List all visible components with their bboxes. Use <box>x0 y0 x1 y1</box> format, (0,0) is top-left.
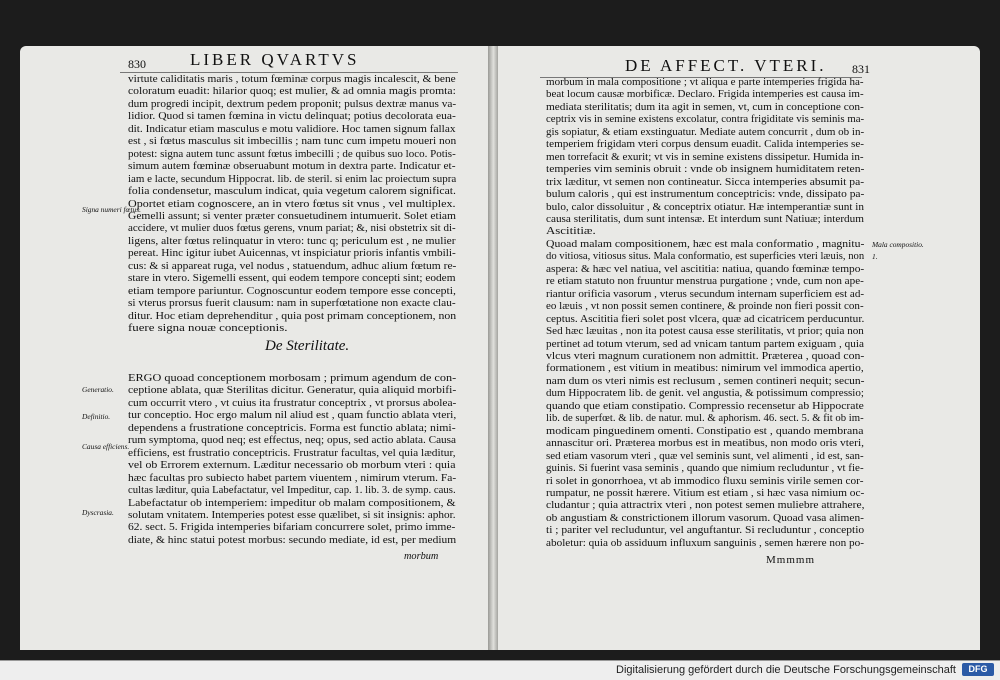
footer-credit: Digitalisierung gefördert durch die Deutsche Forschungsgemeinschaft <box>616 664 956 676</box>
text-line: men torrefacit & exurit; vt vis in semine existens dissipetur. Humida in- <box>546 151 864 163</box>
text-line: Labefactatur ob intemperiem: impeditur ob malam compositionem, & <box>128 497 456 509</box>
left-catchword: morbum <box>404 551 439 562</box>
text-line: ri solet in gonorrhoea, vt ab immodico fluxu seminis virile semen cor- <box>546 475 864 487</box>
text-line: etiam tempore pariuntur. Cognoscuntur eodem tempore esse concepti, <box>128 285 456 297</box>
text-line: morbum in mala compositione ; vt aliqua e parte intemperies frigida ha- <box>546 77 864 88</box>
text-line: temperies vim seminis obruit : vnde ob insignem humiditatem reten- <box>546 164 865 176</box>
dfg-logo: DFG <box>962 663 994 676</box>
text-line: ceptione ablata, quæ Sterilitas dicitur. Generatur, quia aliquid morbifi- <box>128 385 457 397</box>
text-line: Ascititiæ. <box>546 226 596 238</box>
text-line: ceptrix vis in semine existens excolatur, contra frigiditate vis seminis ma- <box>546 114 865 126</box>
left-page-number: 830 <box>128 57 146 71</box>
footer-bar <box>0 660 1000 680</box>
text-line: iam e lacte, secundum Hippocrat. lib. de steril. si enim lac proiectum supra <box>128 173 457 185</box>
text-line: virtute caliditatis maris , totum fœminæ corpus magis incalescit, & bene <box>128 74 456 85</box>
text-line: est , si fœtus masculus sit imbecillis ; nam tunc cum impetu moueri non <box>128 136 457 148</box>
text-line: formationem , est vitium in meatibus: nimirum vel immodica apertio, <box>546 363 864 375</box>
section-title: De Sterilitate. <box>265 338 350 354</box>
text-line: efficiens, est frustratio conceptricis. Frustratur facultas, vel quia læditur, <box>128 447 456 459</box>
text-line: dum Hippocratem lib. de genit. vel angustia, & potissimum compressio; <box>546 388 864 400</box>
text-line: ceptus. Ascititia fieri solet post vlcera, quæ ad cicatricem perducuntur. <box>546 313 865 325</box>
text-line: tur conceptio. Hoc ergo malum nil aliud est , quam functio ablata vteri, <box>128 410 457 422</box>
text-line: cultas læditur, quia Labefactatur, vel Impeditur, cap. 1. lib. 3. de symp. caus. <box>128 485 456 497</box>
margin-note: Mala compositio. <box>872 240 924 249</box>
text-line: lidior. Quod si tamen fœmina in victu delinquat; potius decolorata eua- <box>128 111 456 123</box>
text-line: Gemelli assunt; si venter præter consuetudinem intumuerit. Solet etiam <box>128 210 457 222</box>
right-page-number: 831 <box>852 62 870 76</box>
text-line: eo læuis , vt non possit semen continere, & proinde non fieri possit con- <box>546 301 864 313</box>
text-line: cum occurrit vtero , vt cuius ita frustratur conceptrix , vt prorsus abolea- <box>128 397 457 409</box>
text-line: do vitiosa, vitiosus situs. Mala conformatio, est superficies vteri læuis, non <box>546 251 865 263</box>
text-line: beat locum causæ morbificæ. Declaro. Frigida intemperies est causa im- <box>546 89 864 101</box>
text-line: Sed hæc læuitas , non ita potest causa esse sterilitatis, vt prior; quia non <box>546 326 864 338</box>
text-line: re etiam statuto non fruuntur menstrua purgatione ; vnde, cum non ape- <box>546 276 864 288</box>
text-line: ligens, alter fœtus relinquatur in vtero: tunc q; periculum est , ne mulier <box>128 235 456 247</box>
text-line: temperiem frigidam vteri corpus densum euadit. Calida intemperies se- <box>546 139 865 151</box>
text-line: mediata sterilitatis; dum ita agit in semen, vt, cum in conceptione con- <box>546 101 864 113</box>
text-line: stare in vtero. Sigemelli essent, qui eodem tempore concepti sint; eodem <box>128 273 456 285</box>
text-line: nam dum os vteri nimis est reclusum , semen contineri nequit; secun- <box>546 375 865 387</box>
text-line: rum symptoma, quod neq; est effectus, neq; opus, sed actio ablata. Causa <box>128 435 457 447</box>
text-line: Oportet etiam cognoscere, an in vtero fœtus sit vnus , vel multiplex. <box>128 198 456 210</box>
text-line: diate, & hinc statui potest morbus: secundo mediate, id est, per medium <box>128 534 457 546</box>
text-line: vel ob Errorem externum. Læditur necessario ob morbum vteri : quia <box>128 460 456 472</box>
text-line: ditur. Hoc etiam deprehenditur , quia post primam conceptionem, non <box>128 310 457 322</box>
text-line: aspera: & hæc vel natiua, vel ascititia: natiua, quando fœminæ tempo- <box>546 263 865 275</box>
text-line: si vterus prorsus fuerit clausum: nam in superfœtatione non exacte clau- <box>128 298 456 310</box>
text-line: dit. Indicatur etiam masculus e motu validiore. Hoc tamen signum fallax <box>128 123 456 135</box>
text-line: cludantur ; quia attractrix vteri , non potest semen muliebre attrahere, <box>546 500 865 512</box>
right-running-head: DE AFFECT. VTERI. <box>625 56 827 75</box>
text-line: ob angustiam & constrictionem illorum vasorum. Quoad vasa alimen- <box>546 512 864 524</box>
margin-note: Generatio. <box>82 385 114 394</box>
text-line: fuere signa nouæ conceptionis. <box>128 323 288 335</box>
right-signature: Mmmmm <box>766 554 816 566</box>
text-line: bulo, calor dissoluitur , & conceptrix otiatur. Hæ intemperantiæ sunt in <box>546 201 864 213</box>
margin-note: Definitio. <box>82 412 111 421</box>
left-running-head: LIBER QVARTVS <box>190 50 360 69</box>
text-line: annascitur ori. Præterea morbus est in meatibus, non modo oris vteri, <box>546 438 865 450</box>
text-line: Quoad malam compositionem, hæc est mala conformatio , magnitu- <box>546 238 865 250</box>
text-line: bulum caloris , qui est instrumentum conceptricis: vnde, dissipato pa- <box>546 189 865 201</box>
text-line: dum progredi incipit, dextrum pedem proponit; pulsus dextræ manus va- <box>128 98 457 110</box>
margin-note: Causa efficiens. <box>82 442 130 451</box>
left-text-block-bottom <box>128 373 457 547</box>
left-header-rule <box>120 72 458 73</box>
text-line: coloratum euadit: hilarior quoq; est mulier, & ad omnia magis promta: <box>128 86 456 98</box>
text-line: accidere, vt mulier duos fœtus gerens, vnum pariat; &, nisi obstetrix sit di- <box>128 223 456 235</box>
text-line: modicam pinguedinem omenti. Constipatio est , quando membrana <box>546 425 864 437</box>
text-line: aboletur: quia ob assiduum influxum sanguinis , semen hærere non po- <box>546 537 864 549</box>
text-line: cus: & si appareat ruga, vel nodus , statuendum, adhuc alium fœtum re- <box>128 260 457 272</box>
text-line: quando que etiam constipatio. Compressio recensetur ab Hippocrate <box>546 400 864 412</box>
margin-note: Signa numeri fœtus. <box>82 205 141 214</box>
text-line: sed etiam vasorum vteri , quæ vel seminis sunt, vel alimenti , id est, san- <box>546 450 864 462</box>
text-line: pertinet ad totum vterum, sed ad vnicam tantum partem exiguam , quia <box>546 338 864 350</box>
text-line: potest: signa autem tunc assunt fœtus imbecilli ; de quibus suo loco. Potis- <box>128 148 456 160</box>
text-line: gis sopiatur, & etiam exstinguatur. Mediate autem concurrit , dum ob in- <box>546 126 865 138</box>
text-line: vlcus vteri magnum curationem non admittit. Præterea , quoad con- <box>546 350 865 362</box>
text-line: causa sterilitatis, dum sunt intensæ. Et interdum sunt Natiuæ; interdum <box>546 213 864 225</box>
right-text-block <box>546 77 865 550</box>
text-line: ERGO quoad conceptionem morbosam ; primum agendum de con- <box>128 373 457 384</box>
text-line: trix læditur, vt semen non contineatur. Sicca intemperies absumit pa- <box>546 176 865 188</box>
text-line: rumpatur, ne possit hærere. Vitium est etiam , si hæc vasa nimium oc- <box>546 487 865 499</box>
text-line: simum autem fœminæ obseruabunt motum in dextra parte. Indicatur et- <box>128 161 456 173</box>
text-line: guinis. Si fuerint vasa seminis , quando que nimium recluduntur , vt fie- <box>546 463 864 475</box>
left-text-block-top <box>128 74 457 336</box>
text-line: riantur orificia vasorum , vterus secundum internam superficiem est ad- <box>546 288 865 300</box>
text-line: lib. de superfœt. & lib. de natur. mul. & aphorism. 46. sect. 5. & fit ob im- <box>546 413 864 425</box>
text-line: pereat. Hinc igitur iubet Auicennas, vt inspiciatur prioris infantis vmbili- <box>128 248 456 260</box>
text-line: ti ; pariter vel recluduntur, vel anguftantur. Si recluduntur , conceptio <box>546 525 865 537</box>
margin-note: Dyscrasia. <box>82 508 114 517</box>
text-line: folia condensetur, masculum indicat, quia vegetum calorem significat. <box>128 186 456 198</box>
text-line: solutam vnitatem. Intemperies potest esse quælibet, si sit insignis: aphor. <box>128 509 456 521</box>
text-line: 62. sect. 5. Frigida intemperies bifariam concurrere solet, primo imme- <box>128 522 456 534</box>
text-line: dependens a frustratione conceptricis. Forma est functio ablata; nimi- <box>128 422 456 434</box>
margin-note: 1. <box>872 252 878 261</box>
text-line: hæc facultas pro subiecto habet partem viuentem , nimirum vterum. Fa- <box>128 472 457 484</box>
